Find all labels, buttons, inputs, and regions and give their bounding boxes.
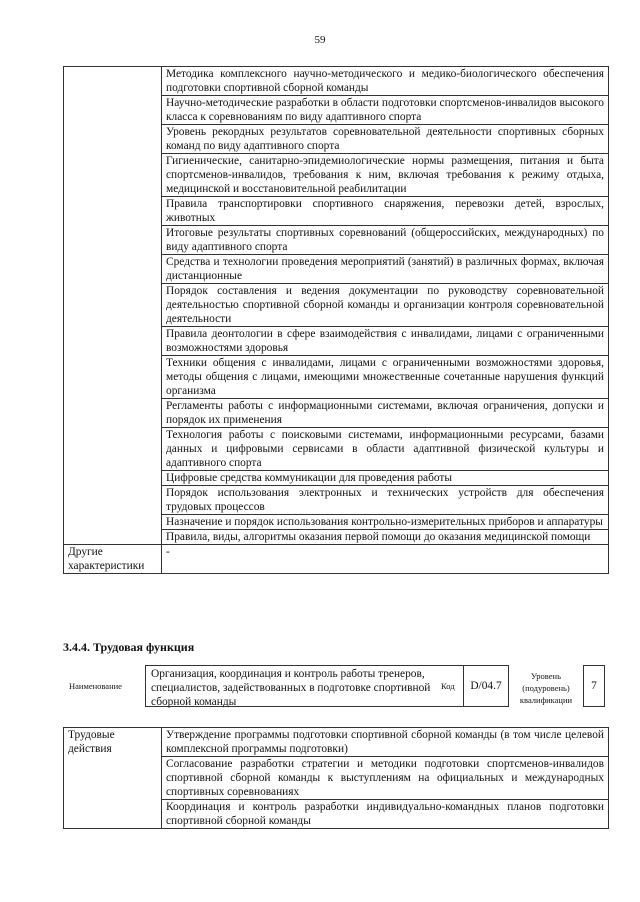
knowledge-table [63, 66, 609, 574]
knowledge-item-cell: Правила транспортировки спортивного снаряжения, перевозки детей, взрослых, животных [162, 197, 609, 226]
knowledge-item-cell: Уровень рекордных результатов соревновательной деятельности спортивных сборных команд по виду адаптивного спорта [162, 125, 609, 154]
knowledge-item-cell: Правила деонтологии в сфере взаимодействия с инвалидами, лицами с ограниченными возможностями здоровья [162, 327, 609, 356]
knowledge-item-cell: Порядок использования электронных и технических устройств для обеспечения трудовых процессов [162, 486, 609, 515]
function-code-box: D/04.7 [463, 665, 509, 707]
knowledge-item-cell: Гигиенические, санитарно-эпидемиологические нормы размещения, питания и быта спортсменов-инвалидов, требования к ним, включая требования к режиму отдыха, медицинской и восстановительной реабилитации [162, 154, 609, 197]
knowledge-item-cell: Техники общения с инвалидами, лицами с ограниченными возможностями здоровья, методы общения с лицами, имеющими множественные сочетанные нарушения функций организма [162, 356, 609, 399]
section-heading: 3.4.4. Трудовая функция [63, 640, 195, 654]
code-label: Код [441, 681, 455, 691]
labor-action-cell: Согласование разработки стратегии и методики подготовки спортсменов-инвалидов спортивной сборной команды к выступлениям на официальных и международных спортивных соревнованиях [162, 757, 609, 800]
level-label-line-3: квалификации [519, 695, 573, 705]
knowledge-item-cell: Технология работы с поисковыми системами, информационными ресурсами, базами данных и цифровыми сервисами в области адаптивной физической культуры и адаптивного спорта [162, 428, 609, 471]
knowledge-item-cell: Порядок составления и ведения документации по руководству соревновательной деятельностью спортивной сборной команды и организации контроля соревновательной деятельности [162, 284, 609, 327]
knowledge-item-cell: Назначение и порядок использования контрольно-измерительных приборов и аппаратуры [162, 515, 609, 530]
knowledge-item-cell: - [162, 545, 609, 574]
knowledge-item-cell: Правила, виды, алгоритмы оказания первой помощи до оказания медицинской помощи [162, 530, 609, 545]
knowledge-item-cell: Методика комплексного научно-методического и медико-биологического обеспечения подготовки спортивной сборной команды [162, 67, 609, 96]
level-label-line-1: Уровень [531, 671, 561, 681]
level-label [510, 670, 582, 706]
table-row [64, 545, 609, 574]
knowledge-item-cell: Итоговые результаты спортивных соревнований (общероссийских, международных) по виду адаптивного спорта [162, 226, 609, 255]
qualification-level-box: 7 [583, 665, 605, 707]
labor-actions-label: Трудовые действия [64, 728, 162, 829]
knowledge-item-cell: Регламенты работы с информационными системами, включая ограничения, допуски и порядок их применения [162, 399, 609, 428]
knowledge-item-cell: Средства и технологии проведения мероприятий (занятий) в различных формах, включая дистанционные [162, 255, 609, 284]
knowledge-item-cell: Научно-методические разработки в области подготовки спортсменов-инвалидов высокого класса к соревнованиям по виду адаптивного спорта [162, 96, 609, 125]
labor-action-cell: Утверждение программы подготовки спортивной сборной команды (в том числе целевой комплексной программы подготовки) [162, 728, 609, 757]
row-label-cell [64, 67, 162, 545]
level-label-line-2: (подуровень) [522, 683, 570, 693]
function-meta-row [63, 662, 609, 712]
labor-actions-table [63, 727, 609, 829]
page-number: 59 [314, 34, 326, 46]
row-label-cell: Другие характеристики [64, 545, 162, 574]
function-name-box: Организация, координация и контроль работы тренеров, специалистов, задействованных в подготовке спортивной сборной команды [145, 665, 469, 707]
labor-action-cell: Координация и контроль разработки индивидуально-командных планов подготовки спортивной сборной команды [162, 800, 609, 829]
name-label: Наименование [69, 681, 122, 691]
table-row [64, 728, 609, 757]
table-row [64, 67, 609, 96]
knowledge-item-cell: Цифровые средства коммуникации для проведения работы [162, 471, 609, 486]
